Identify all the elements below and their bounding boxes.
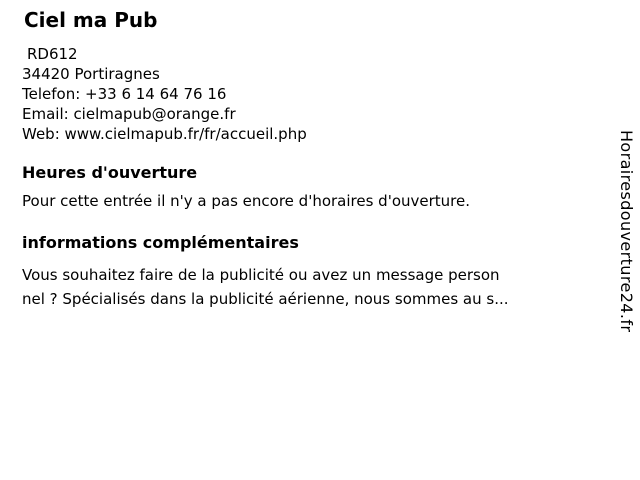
contact-block [22,44,600,144]
address-street: RD612 [27,45,78,63]
additional-info-heading: informations complémentaires [22,233,299,252]
description-line: nel ? Spécialisés dans la publicité aérienne, nous sommes au s... [22,290,509,308]
address-city: 34420 Portiragnes [22,65,160,83]
description-line: Vous souhaitez faire de la publicité ou avez un message person [22,266,500,284]
site-branding-vertical: Horairesdouverture24.fr [617,130,636,333]
phone-line: Telefon: +33 6 14 64 76 16 [22,85,227,103]
opening-hours-note: Pour cette entrée il n'y a pas encore d'horaires d'ouverture. [22,192,471,210]
additional-info-description [22,263,600,311]
opening-hours-heading: Heures d'ouverture [22,163,198,182]
website-line: Web: www.cielmapub.fr/fr/accueil.php [22,125,307,143]
business-name: Ciel ma Pub [24,8,158,32]
email-line: Email: cielmapub@orange.fr [22,105,236,123]
